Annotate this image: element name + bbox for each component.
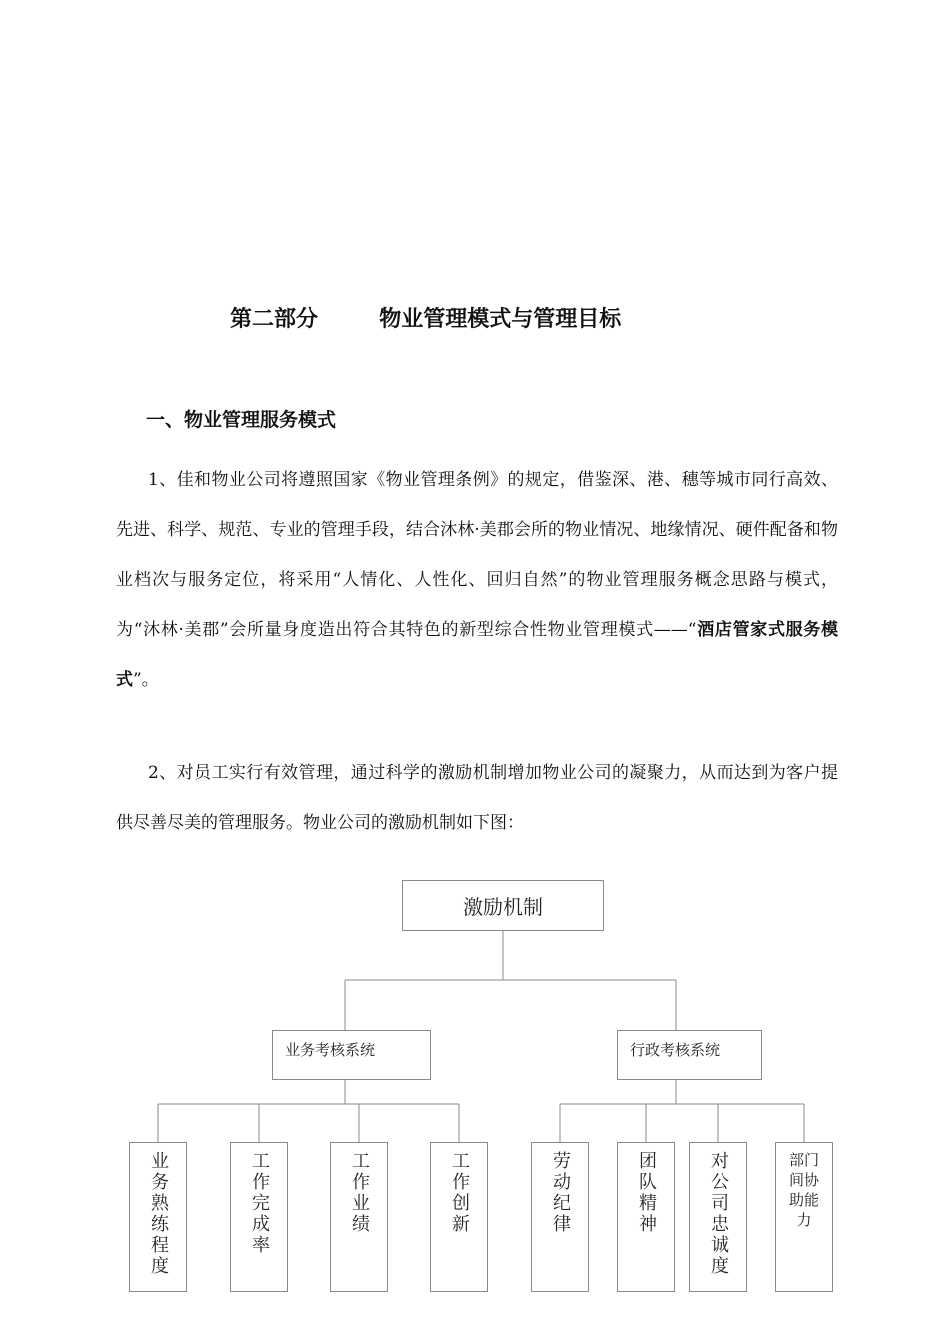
- leaf-performance: [330, 1142, 388, 1292]
- leaf-company-loyalty: [689, 1142, 747, 1292]
- leaf-label: 团队精神: [636, 1151, 657, 1235]
- paragraph-1-tail: ”。: [133, 670, 159, 690]
- leaf-completion-rate: [230, 1142, 288, 1292]
- paragraph-1: [116, 455, 838, 705]
- branch-business-assessment: 业务考核系统: [272, 1030, 431, 1080]
- leaf-label: 部门间协助能力: [788, 1151, 819, 1229]
- leaf-label: 工作完成率: [249, 1151, 270, 1256]
- leaf-labor-discipline: [531, 1142, 589, 1292]
- leaf-business-proficiency: [129, 1142, 187, 1292]
- paragraph-2: 2、对员工实行有效管理，通过科学的激励机制增加物业公司的凝聚力，从而达到为客户提供尽善尽美的管理服务。物业公司的激励机制如下图：: [116, 763, 838, 833]
- leaf-label: 业务熟练程度: [148, 1151, 169, 1277]
- leaf-label: 工作业绩: [349, 1151, 370, 1235]
- section-heading: 一、物业管理服务模式: [146, 409, 337, 431]
- leaf-label: 劳动纪律: [550, 1151, 571, 1235]
- leaf-label: 工作创新: [449, 1151, 470, 1235]
- paragraph-1-bold: 酒店管家式服务模式: [116, 620, 839, 690]
- paragraph-1-text: 1、佳和物业公司将遵照国家《物业管理条例》的规定，借鉴深、港、穗等城市同行高效、先进、科学、规范、专业的管理手段，结合沐林·美郡会所的物业情况、地缘情况、硬件配备和物业档次与服务定位，将采用“人情化、人性化、回归自然”的物业管理服务概念思路与模式，为“沐林·美郡”会所量身度造出符合其特色的新型综合性物业管理模式——“: [116, 470, 838, 640]
- leaf-team-spirit: [617, 1142, 675, 1292]
- leaf-label: 对公司忠诚度: [708, 1151, 729, 1277]
- page-title: 第二部分 物业管理模式与管理目标: [230, 307, 622, 332]
- leaf-innovation: [430, 1142, 488, 1292]
- diagram-root-box: 激励机制: [402, 880, 604, 931]
- branch-admin-assessment: 行政考核系统: [617, 1030, 762, 1080]
- leaf-cross-department-cooperation: [775, 1142, 833, 1292]
